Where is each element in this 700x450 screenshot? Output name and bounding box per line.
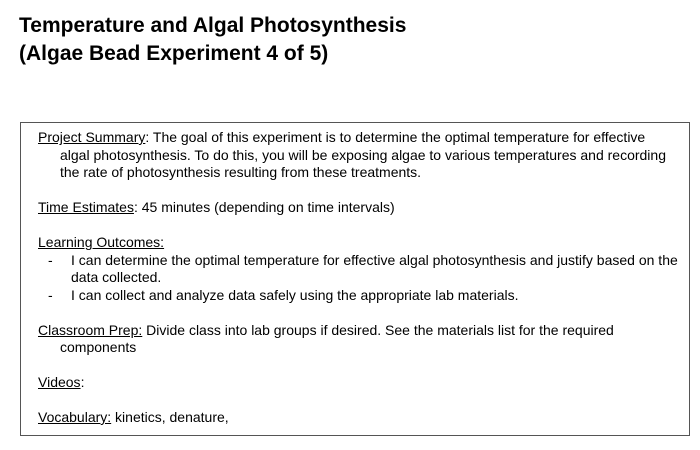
time-estimates-text: 45 minutes (depending on time intervals) (137, 199, 395, 215)
videos: Videos: (38, 374, 85, 390)
time-estimates: Time Estimates: 45 minutes (depending on time intervals) (38, 199, 395, 215)
title-line-2: (Algae Bead Experiment 4 of 5) (19, 42, 329, 65)
classroom-prep (38, 322, 678, 357)
learning-outcomes-label: Learning Outcomes: (38, 234, 165, 250)
videos-label: Videos (38, 374, 81, 390)
dash-bullet-icon: - (48, 251, 53, 268)
document-title (19, 12, 406, 68)
title-line-1: Temperature and Algal Photosynthesis (19, 14, 407, 37)
vocabulary (38, 409, 678, 427)
classroom-prep-label: Classroom Prep: (38, 321, 143, 338)
list-item: - I can collect and analyze data safely using the appropriate lab materials. (48, 286, 519, 303)
summary-content (38, 129, 678, 444)
list-item: - I can determine the optimal temperature for effective algal photosynthesis and justify based on the data collected. (48, 251, 678, 285)
time-estimates-label: Time Estimates (38, 199, 134, 215)
vocabulary-label: Vocabulary: (38, 409, 112, 425)
learning-outcomes-list (38, 252, 678, 305)
project-summary: Project Summary: The goal of this experiment is to determine the optimal temperature for effective algal photosynthesis. To do this, you will be exposing algae to various temperatures and recording the rate of photosynthesis resulting from these treatments. (38, 129, 666, 180)
vocabulary-text: kinetics, denature, (111, 409, 229, 425)
learning-outcomes (38, 234, 678, 252)
classroom-prep-text: Divide class into lab groups if desired. See the materials list for the required components (60, 321, 614, 355)
dash-bullet-icon: - (48, 286, 53, 303)
project-summary-label: Project Summary (38, 129, 146, 145)
project-summary-text: The goal of this experiment is to determine the optimal temperature for effective algal photosynthesis. To do this, you will be exposing algae to various temperatures and recording the rate of photosynthesis resulting from these treatments. (60, 129, 666, 180)
